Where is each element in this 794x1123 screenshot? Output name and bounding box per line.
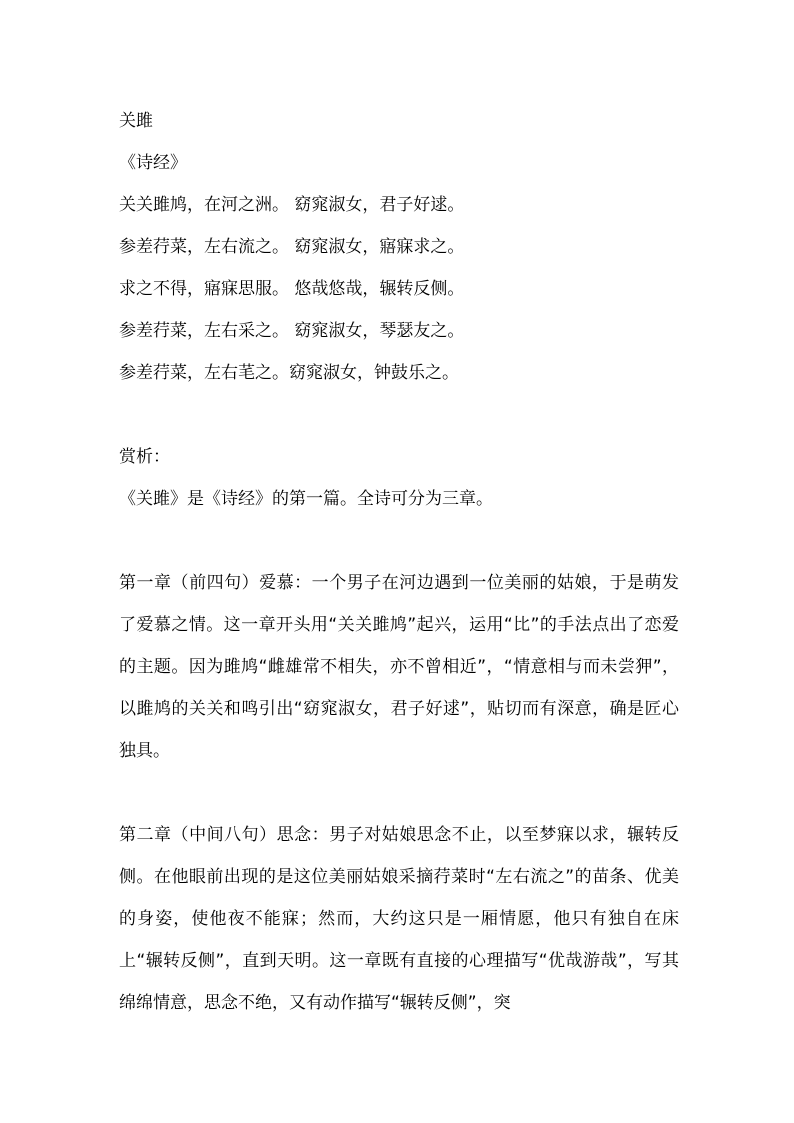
spacer xyxy=(119,520,679,562)
poem-source: 《诗经》 xyxy=(119,153,187,173)
analysis-paragraph-chapter-1: 第一章（前四句）爱慕：一个男子在河边遇到一位美丽的姑娘，于是萌发了爱慕之情。这一章开头用“关关雎鸠”起兴，运用“比”的手法点出了恋爱的主题。因为雎鸠“雌雄常不相失，亦不曾相近”，“情意相与而未尝狎”，以雎鸠的关关和鸣引出“窈窕淑女，君子好逑”，贴切而有深意，确是匠心独具。 xyxy=(119,573,679,761)
poem-line: 求之不得，寤寐思服。 悠哉悠哉，辗转反侧。 xyxy=(119,279,465,299)
poem-title: 关雎 xyxy=(119,111,153,131)
poem-line: 关关雎鸠，在河之洲。 窈窕淑女，君子好逑。 xyxy=(119,195,465,215)
poem-line: 参差荇菜，左右流之。 窈窕淑女，寤寐求之。 xyxy=(119,237,465,257)
spacer xyxy=(119,772,679,814)
document-page xyxy=(119,100,679,1024)
poem-line: 参差荇菜，左右采之。 窈窕淑女，琴瑟友之。 xyxy=(119,321,465,341)
analysis-intro: 《关雎》是《诗经》的第一篇。全诗可分为三章。 xyxy=(119,489,493,509)
analysis-heading: 赏析： xyxy=(119,447,170,467)
spacer xyxy=(119,394,679,436)
poem-line: 参差荇菜，左右芼之。窈窕淑女，钟鼓乐之。 xyxy=(119,363,459,383)
analysis-paragraph-chapter-2: 第二章（中间八句）思念：男子对姑娘思念不止，以至梦寐以求，辗转反侧。在他眼前出现的是这位美丽姑娘采摘荇菜时“左右流之”的苗条、优美的身姿，使他夜不能寐；然而，大约这只是一厢情愿，他只有独自在床上“辗转反侧”，直到天明。这一章既有直接的心理描写“优哉游哉”，写其绵绵情意，思念不绝，又有动作描写“辗转反侧”，突 xyxy=(119,825,679,1013)
